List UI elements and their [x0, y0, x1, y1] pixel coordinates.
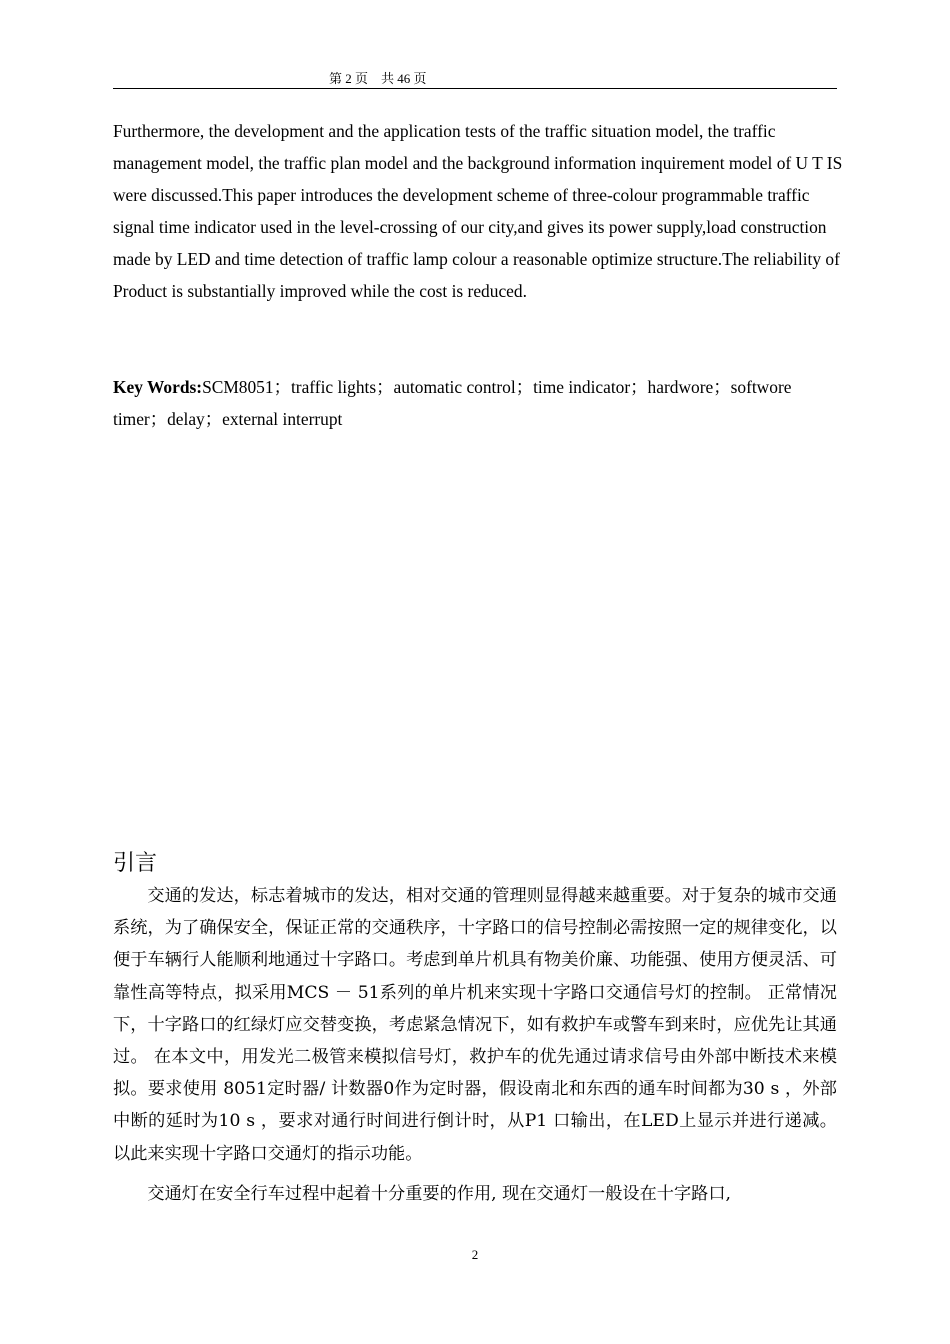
intro-paragraph-2: 交通灯在安全行车过程中起着十分重要的作用, 现在交通灯一般设在十字路口, [147, 1183, 731, 1204]
abstract-paragraph: Furthermore, the development and the application tests of the traffic situation model, the traffic management model, the traffic plan model and the background information inquirement model of U T IS were discussed.This paper introduces the development scheme of three-colour programmable traffic signal time indicator used in the level-crossing of our city,and gives its power supply,load construction made by LED and time detection of traffic lamp colour a reasonable optimize structure.The reliability of Product is substantially improved while the cost is reduced. [113, 121, 843, 301]
section-title-introduction: 引言 [113, 851, 158, 876]
keywords-text: SCM8051；traffic lights；automatic control；time indicator；hardwore；softwore timer；delay；external interrupt [113, 377, 792, 429]
page-number: 2 [471, 1247, 479, 1262]
keywords-label: Key Words: [113, 377, 203, 397]
introduction-body [113, 880, 837, 1210]
english-abstract [113, 115, 843, 307]
intro-paragraph-1: 交通的发达，标志着城市的发达，相对交通的管理则显得越来越重要。对于复杂的城市交通系统，为了确保安全，保证正常的交通秩序，十字路口的信号控制必需按照一定的规律变化，以便于车辆行人能顺利地通过十字路口。考虑到单片机具有物美价廉、功能强、使用方便灵活、可靠性高等特点，拟采用MCS － 51系列的单片机来实现十字路口交通信号灯的控制。 正常情况下，十字路口的红绿灯应交替变换，考虑紧急情况下，如有救护车或警车到来时，应优先让其通过。 在本文中，用发光二极管来模拟信号灯，救护车的优先通过请求信号由外部中断技术来模拟。要求使用 8051定时器/ 计数器0作为定时器，假设南北和东西的通车时间都为30 s ，外部中断的延时为10 s ，要求对通行时间进行倒计时，从P1 口输出，在LED上显示并进行递减。以此来实现十字路口交通灯的指示功能。 [113, 886, 837, 1164]
keywords [113, 371, 843, 435]
header-page-label: 第 2 页 共 46 页 [329, 71, 427, 86]
page-header [113, 64, 837, 89]
